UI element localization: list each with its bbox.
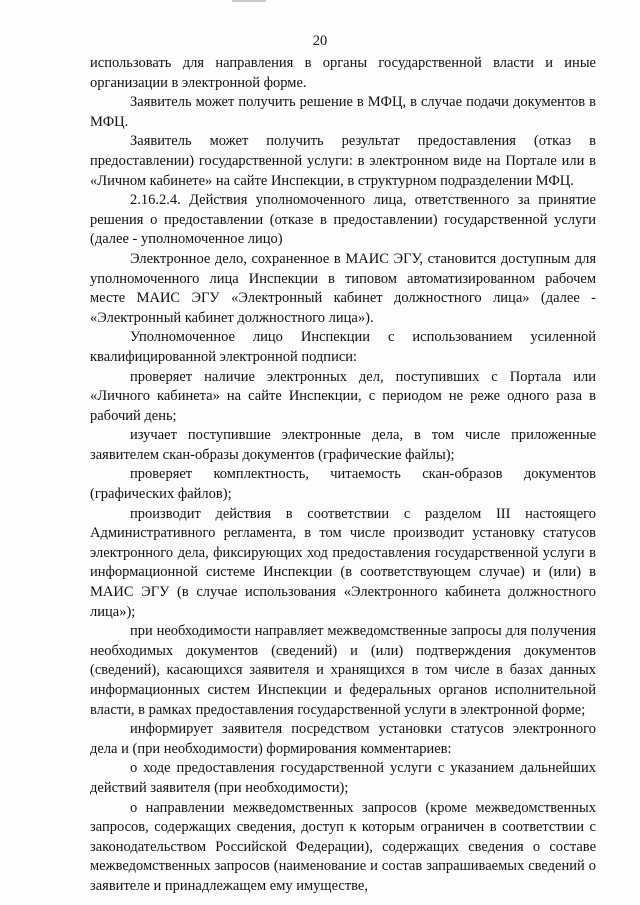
paragraph: Уполномоченное лицо Инспекции с использованием усиленной квалифицированной электронной подписи: (90, 329, 596, 365)
paragraph: о направлении межведомственных запросов (кроме межведомственных запросов, содержащих сведения, доступ к которым ограничен в соответствии с законодательством Российской Федерации), содержащих сведения о составе межведомственных запросов (наименование и состав запрашиваемых сведений о заявителе и принадлежащем ему имуществе, (90, 799, 596, 894)
document-body (90, 54, 596, 897)
paragraph: 2.16.2.4. Действия уполномоченного лица, ответственного за принятие решения о предоставлении (отказе в предоставлении) государственной услуги (далее - уполномоченное лицо) (90, 192, 596, 248)
scan-mark (232, 0, 266, 2)
paragraph: проверяет наличие электронных дел, поступивших с Портала или «Личного кабинета» на сайте Инспекции, с периодом не реже одного раза в рабочий день; (90, 368, 596, 424)
paragraph: изучает поступившие электронные дела, в том числе приложенные заявителем скан-образы документов (графические файлы); (90, 427, 596, 463)
page-number: 20 (312, 33, 328, 49)
paragraph: при необходимости направляет межведомственные запросы для получения необходимых документов (сведений) и (или) подтверждения документов (сведений), касающихся заявителя и хранящихся в том числе в базах данных информационных систем Инспекции и федеральных органов исполнительной власти, в рамках предоставления государственной услуги в электронной форме; (90, 623, 596, 718)
paragraph: Электронное дело, сохраненное в МАИС ЭГУ, становится доступным для уполномоченного лица Инспекции в типовом автоматизированном рабочем месте МАИС ЭГУ «Электронный кабинет должностного лица» (далее - «Электронный кабинет должностного лица»). (90, 250, 596, 326)
paragraph: использовать для направления в органы государственной власти и иные организации в электронной форме. (90, 55, 596, 91)
paragraph: производит действия в соответствии с разделом III настоящего Административного регламента, в том числе производит установку статусов электронного дела, фиксирующих ход предоставления государственной услуги в информационной системе Инспекции (в соответствующем случае) и (или) в МАИС ЭГУ (в случае использования «Электронного кабинета должностного лица»); (90, 505, 596, 620)
paragraph: о ходе предоставления государственной услуги с указанием дальнейших действий заявителя (при необходимости); (90, 760, 596, 796)
paragraph: информирует заявителя посредством установки статусов электронного дела и (при необходимости) формирования комментариев: (90, 721, 596, 757)
paragraph: Заявитель может получить решение в МФЦ, в случае подачи документов в МФЦ. (90, 94, 596, 130)
paragraph: Заявитель может получить результат предоставления (отказ в предоставлении) государственной услуги: в электронном виде на Портале или в «Личном кабинете» на сайте Инспекции, в структурном подразделении МФЦ. (90, 133, 596, 189)
paragraph: проверяет комплектность, читаемость скан-образов документов (графических файлов); (90, 466, 596, 503)
